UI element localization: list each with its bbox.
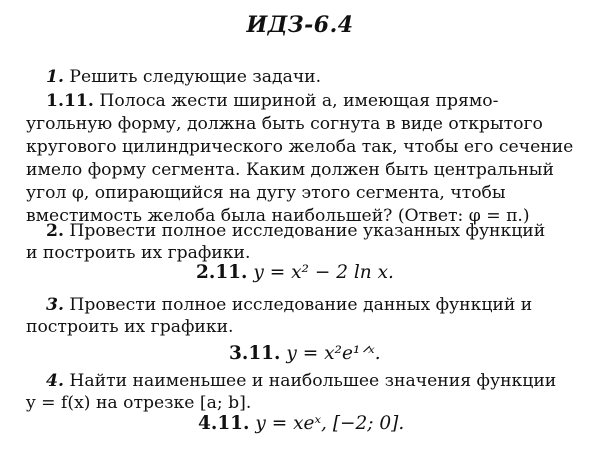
task-1-number: 1. [46,67,64,87]
problem-4-11-number: 4.11. [198,413,250,434]
problem-1-11-text-1: Полоса жести шириной a, имеющая прямо- [99,91,499,111]
problem-1-11-line-2: угольную форму, должна быть согнута в виде открытого [26,114,543,134]
problem-4-11 [198,413,404,435]
problem-3-11 [229,343,381,365]
task-2-line-2: и построить их графики. [26,243,251,263]
task-1-heading [46,66,321,88]
problem-2-11 [196,262,394,284]
task-3-line-2: построить их графики. [26,317,234,337]
task-1-text: Решить следующие задачи. [69,67,322,87]
problem-1-11-line-5: угол φ, опирающийся на дугу этого сегмента, чтобы [26,183,506,203]
task-2-text-1: Провести полное исследование указанных функций [69,221,546,241]
problem-2-11-number: 2.11. [196,262,248,283]
problem-2-11-formula: y = x² − 2 ln x. [253,262,394,283]
problem-1-11-line-6: вместимость желоба была наибольшей? (Ответ: φ = π.) [26,206,530,226]
problem-1-11-line-1 [46,90,586,112]
problem-1-11-number: 1.11. [46,91,94,111]
task-4-line-2: y = f(x) на отрезке [a; b]. [26,393,252,413]
task-2-number: 2. [46,221,64,241]
problem-3-11-number: 3.11. [229,343,281,364]
task-4-line-1 [46,370,556,392]
problem-1-11-line-3: кругового цилиндрического желоба так, чтобы его сечение [26,137,574,157]
task-3-number: 3. [46,295,64,315]
problem-4-11-formula: y = xeˣ, [−2; 0]. [255,413,405,434]
page-title: ИДЗ-6.4 [246,12,354,38]
task-4-text-1: Найти наименьшее и наибольшее значения функции [69,371,557,391]
task-2-line-1 [46,220,545,242]
task-3-text-1: Провести полное исследование данных функций и [69,295,533,315]
problem-1-11-line-4: имело форму сегмента. Каким должен быть центральный [26,160,554,180]
task-3-line-1 [46,294,532,316]
task-4-number: 4. [46,371,64,391]
problem-3-11-formula: y = x²e¹ᐟˣ. [286,343,381,364]
